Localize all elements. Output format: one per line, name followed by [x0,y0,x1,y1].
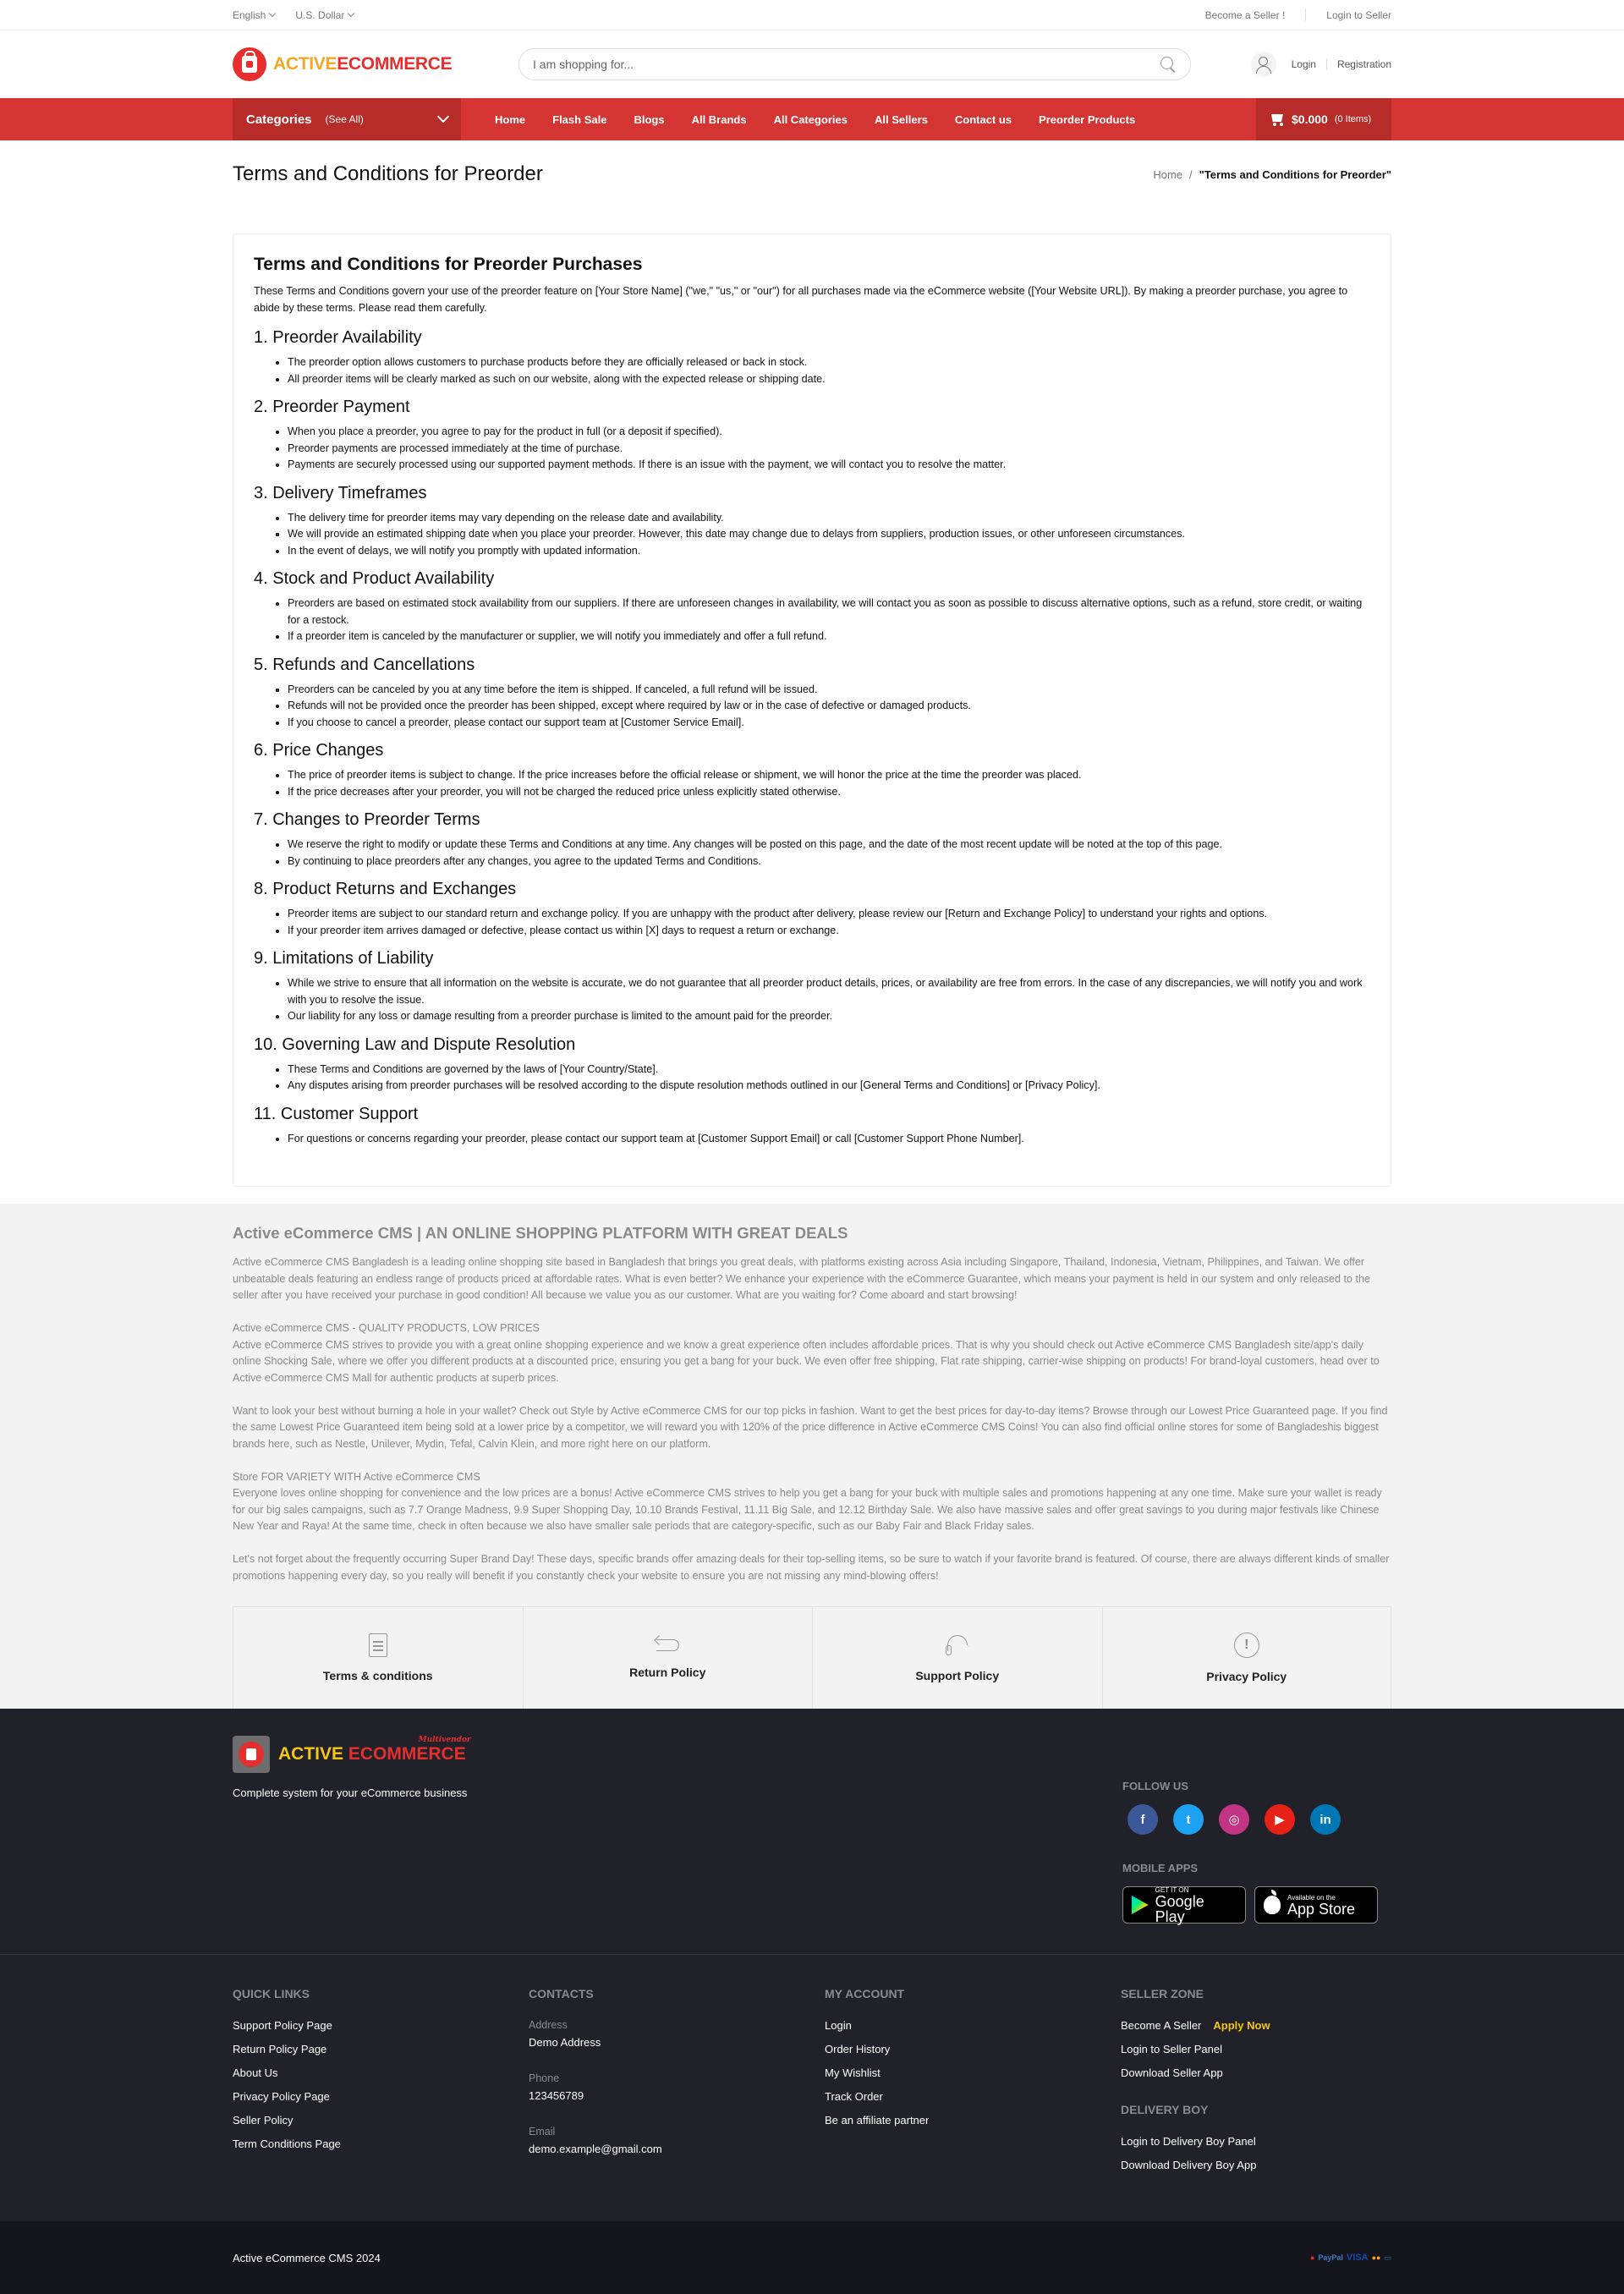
divider [1305,9,1306,21]
section-list [288,767,1370,800]
nav-item-blogs[interactable]: Blogs [634,113,665,126]
search-placeholder: I am shopping for... [533,58,634,71]
footer-logo[interactable] [233,1736,471,1773]
nav-menu [481,113,1149,126]
login-seller-link[interactable]: Login to Seller [1326,9,1391,21]
app-store-big: App Store [1287,1900,1356,1918]
registration-link[interactable]: Registration [1336,58,1391,70]
seo-paragraph: Active eCommerce CMS Bangladesh is a leading online shopping site based in Bangladesh that brings you great deals, with platforms existing across Asia including Singapore, Thailand, Indonesia, Vietnam, Philippines, and Taiwan. We offer unbeatable deals featuring an endless range of products priced at affordable rates. What is even better? We enhance your experience with the eCommerce Guarantee, which means your payment is held in our system and only released to the seller after you have received your purchase in good condition! All because we value you as our customer. What are you waiting for? Come aboard and start browsing! [233,1256,1371,1301]
youtube-icon[interactable]: ▶ [1265,1804,1295,1835]
main-nav [0,98,1624,140]
section-list [288,1062,1370,1095]
terms-sections [254,328,1370,1147]
quick-link[interactable]: About Us [233,2066,278,2079]
return-policy-link[interactable] [523,1607,813,1709]
email-label: Email [529,2126,556,2138]
nav-item-all-brands[interactable]: All Brands [691,113,747,126]
section-heading: 11. Customer Support [254,1104,419,1123]
section-heading: 5. Refunds and Cancellations [254,655,475,674]
social-links [1127,1804,1391,1835]
section-list [288,424,1370,474]
account-link-order-history[interactable]: Order History [825,2043,891,2055]
phone-label: Phone [529,2072,560,2084]
footer-links [0,1954,1624,2221]
section-list [288,510,1370,560]
nav-item-home[interactable]: Home [495,113,526,126]
list-item: • We will provide an estimated shipping date when you place your preorder. However, this date may change due to delays from suppliers, production issues, or other unforeseen circumstances. [288,526,1370,543]
list-item: • Any disputes arising from preorder purchases will be resolved according to the dispute resolution methods outlined in our [General Terms and Conditions] or [Privacy Policy]. [288,1078,1370,1095]
list-item: • If you choose to cancel a preorder, please contact our support team at [Customer Service Email]. [288,715,1370,732]
download-seller-app-link[interactable]: Download Seller App [1121,2066,1223,2079]
list-item: • By continuing to place preorders after any changes, you agree to the updated Terms and Conditions. [288,853,1370,870]
email-value: demo.example@gmail.com [529,2143,662,2155]
app-badges [1122,1886,1391,1924]
list-item: • We reserve the right to modify or update these Terms and Conditions at any time. Any changes will be posted on this page, and the date of the most recent update will be noted at the top of this page. [288,837,1370,853]
list-item: • If your preorder item arrives damaged or defective, please contact us within [X] days to request a return or exchange. [288,923,1370,940]
payment-card-icon: ● [1309,2253,1315,2262]
section-heading: 1. Preorder Availability [254,328,422,347]
quick-link[interactable]: Return Policy Page [233,2043,327,2055]
logo-tagline: Multivendor [418,1736,471,1744]
nav-item-all-categories[interactable]: All Categories [773,113,848,126]
quick-link[interactable]: Privacy Policy Page [233,2090,330,2103]
policy-label: Return Policy [629,1666,706,1679]
delivery-boy-panel-link[interactable]: Login to Delivery Boy Panel [1121,2135,1256,2148]
delivery-boy-heading: DELIVERY BOY [1121,2103,1209,2116]
cart-items-count: (0 Items) [1334,114,1372,124]
logo-word-ecommerce: ECOMMERCE [337,54,453,74]
list-item: • The price of preorder items is subject to change. If the price increases before the official release or shipment, we will honor the price at the time the preorder was placed. [288,767,1370,784]
document-icon [369,1633,387,1657]
phone-value: 123456789 [529,2089,584,2102]
list-item: • For questions or concerns regarding your preorder, please contact our support team at [Customer Support Email] or call [Customer Support Phone Number]. [288,1131,1370,1148]
section-list [288,354,1370,387]
account-links [1251,52,1391,77]
section-heading: 10. Governing Law and Dispute Resolution [254,1034,576,1054]
address-value: Demo Address [529,2036,601,2049]
shopping-bag-icon [233,47,266,81]
seo-paragraph: Store FOR VARIETY WITH Active eCommerce CMS Everyone loves online shopping for convenience and the low prices are a bonus! Active eCommerce CMS strives to help you get a bang for your buck with multiple sales and promotions happening at any one time. Make sure your wallet is ready for our big sales campaigns, such as 7.7 Orange Madness, 9.9 Super Shopping Day, 10.10 Brands Festival, 11.11 Big Sale, and 12.12 Birthday Sale. We also have massive sales and offer great savings to you during major festivals like Chinese New Year and Raya! At the same time, check in often because we also have smaller sale periods that are category-specific, such as our Baby Fair and Black Friday sales. [233,1470,1382,1532]
list-item: • These Terms and Conditions are governed by the laws of [Your Country/State]. [288,1062,1370,1078]
seo-paragraph: Active eCommerce CMS - QUALITY PRODUCTS, LOW PRICES Active eCommerce CMS strives to provide you with a great online shopping experience and we know a great experience often includes affordable prices. That is why you should check out Active eCommerce CMS Bangladesh site/app's daily online Shocking Sale, where we offer you different products at a discounted price, ensuring you get a bang for your buck. We even offer free shipping, Flat rate shipping, carrier-wise shipping on products! For brand-loyal customers, head over to Active eCommerce CMS Mall for authentic products at superb prices. [233,1322,1380,1384]
seller-zone-heading: SELLER ZONE [1121,1987,1204,2000]
terms-content [233,233,1391,1187]
cart-icon [1268,113,1285,126]
list-item: • In the event of delays, we will notify you promptly with updated information. [288,543,1370,560]
seo-paragraph: Want to look your best without burning a hole in your wallet? Check out Style by Active eCommerce CMS for our top picks in fashion. Want to get the best prices for day-to-day items? Browse through our Lowest Price Guaranteed page. If you find the same Lowest Price Guaranteed item being sold at a lower price by a competitor, we will reward you with 120% of the price difference in Active eCommerce CMS Coins! You can also find official online stores for some of Bangladeshis biggest brands here, such as Nestle, Unilever, Mydin, Tefal, Calvin Klein, and more right here on our platform. [233,1404,1388,1450]
google-play-icon [1132,1896,1149,1914]
exclamation-icon: ! [1234,1633,1259,1658]
list-item: • When you place a preorder, you agree to pay for the product in full (or a deposit if specified). [288,424,1370,441]
section-heading: 3. Delivery Timeframes [254,483,427,502]
address-label: Address [529,2019,568,2031]
policy-label: Privacy Policy [1206,1670,1287,1683]
list-item: • Preorders are based on estimated stock availability from our suppliers. If there are unforeseen changes in availability, we will contact you as soon as possible to discuss alternative options, such as a refund, store credit, or waiting for a restock. [288,595,1370,628]
copyright: Active eCommerce CMS 2024 [233,2251,381,2264]
become-seller-link[interactable]: Become a Seller ! [1204,9,1286,21]
linkedin-icon[interactable]: in [1310,1804,1341,1835]
quick-links-heading: QUICK LINKS [233,1987,310,2000]
footer-tagline: Complete system for your eCommerce business [233,1786,468,1799]
shopping-bag-icon [233,1736,270,1773]
breadcrumb-current: "Terms and Conditions for Preorder" [1199,167,1391,181]
terms-intro: These Terms and Conditions govern your use of the preorder feature on [Your Store Name] ("we," "us," or "our") for all purchases made via the eCommerce website ([Your Website URL]). By making a preorder purchase, you agree to abide by these terms. Please read them carefully. [254,285,1348,314]
quick-link[interactable]: Support Policy Page [233,2019,332,2032]
social-and-apps [1122,1780,1391,1924]
page-title: Terms and Conditions for Preorder [233,162,543,185]
nav-item-preorder-products[interactable]: Preorder Products [1039,113,1136,126]
section-list [288,682,1370,732]
support-policy-link[interactable] [812,1607,1102,1709]
facebook-icon[interactable]: f [1127,1804,1158,1835]
list-item: • Preorders can be canceled by you at any time before the item is shipped. If canceled, a full refund will be issued. [288,682,1370,699]
list-item: • If the price decreases after your preorder, you will not be charged the reduced price unless explicitly stated otherwise. [288,784,1370,801]
policy-label: Terms & conditions [322,1669,433,1682]
cart-button[interactable] [1256,98,1391,140]
divider [1326,58,1327,70]
breadcrumb-separator: / [1189,167,1193,181]
seller-zone-column [1121,1987,1391,2182]
list-item: • The delivery time for preorder items may vary depending on the release date and availability. [288,510,1370,527]
download-delivery-app-link[interactable]: Download Delivery Boy App [1121,2159,1257,2171]
chevron-down-icon [437,111,449,123]
account-link-track-order[interactable]: Track Order [825,2090,883,2103]
google-play-big: Google Play [1155,1892,1204,1925]
login-link[interactable]: Login [1291,58,1316,70]
contacts-heading: CONTACTS [529,1987,594,2000]
user-icon [1251,52,1276,77]
list-item: • All preorder items will be clearly marked as such on our website, along with the expected release or shipping date. [288,371,1370,388]
search-input[interactable] [518,48,1191,80]
page-head [0,140,1624,233]
apply-now-link[interactable]: Apply Now [1213,2019,1270,2032]
logo-word-active: ACTIVE [273,54,337,74]
quick-link[interactable]: Seller Policy [233,2114,294,2127]
nav-item-contact-us[interactable]: Contact us [954,113,1012,126]
return-arrow-icon [654,1637,681,1654]
footer-logo-text [278,1736,471,1764]
mobile-apps-heading: MOBILE APPS [1122,1862,1199,1874]
list-item: • The preorder option allows customers to purchase products before they are officially released or back in stock. [288,354,1370,371]
terms-conditions-link[interactable] [233,1607,523,1709]
section-heading: 7. Changes to Preorder Terms [254,810,480,829]
seo-heading: Active eCommerce CMS | AN ONLINE SHOPPING PLATFORM WITH GREAT DEALS [233,1224,848,1242]
currency-selector[interactable]: U.S. Dollar [295,9,354,21]
site-logo[interactable] [233,47,518,81]
paypal-icon: PayPal [1318,2253,1343,2262]
account-link-login[interactable]: Login [825,2019,852,2032]
apple-icon [1264,1896,1281,1914]
list-item: • Refunds will not be provided once the preorder has been shipped, except where required by law or in the case of defective or damaged products. [288,698,1370,715]
categories-dropdown[interactable] [233,98,461,140]
breadcrumb [1153,168,1391,181]
header [0,30,1624,98]
section-heading: 9. Limitations of Liability [254,949,434,968]
section-heading: 8. Product Returns and Exchanges [254,880,517,898]
seo-paragraph: Let's not forget about the frequently occurring Super Brand Day! These days, specific brands offer amazing deals for their top-selling items, so be sure to watch if your favorite brand is featured. Of course, there are always different kinds of smaller promotions happening every day, so you really will benefit if you constantly check your website to ensure you are not missing any mind-blowing offers! [233,1553,1390,1582]
see-all-label: (See All) [325,113,364,125]
app-store-button[interactable] [1254,1886,1378,1924]
amex-icon: ▭ [1384,2253,1391,2262]
quick-link[interactable]: Term Conditions Page [233,2138,341,2150]
list-item: • While we strive to ensure that all information on the website is accurate, we do not guarantee that all preorder product details, prices, or availability are free from errors. In the case of any discrepancies, we will notify you and work with you to resolve the issue. [288,975,1370,1008]
list-item: • If a preorder item is canceled by the manufacturer or supplier, we will notify you immediately and offer a full refund. [288,628,1370,645]
section-heading: 4. Stock and Product Availability [254,569,495,588]
headset-icon [945,1633,970,1657]
seller-panel-link[interactable]: Login to Seller Panel [1121,2043,1222,2055]
section-list [288,1131,1370,1148]
logo-text [273,54,452,74]
footer-bottom [0,2221,1624,2294]
list-item: • Preorder items are subject to our standard return and exchange policy. If you are unhappy with the product after delivery, please review our [Return and Exchange Policy] to understand your rights and options. [288,906,1370,923]
categories-label: Categories [246,112,312,127]
nav-item-flash-sale[interactable]: Flash Sale [552,113,607,126]
terms-heading: Terms and Conditions for Preorder Purchases [254,255,643,274]
section-heading: 2. Preorder Payment [254,398,410,416]
cart-amount: $0.000 [1292,113,1328,126]
privacy-policy-link[interactable] [1102,1607,1392,1709]
account-link-wishlist[interactable]: My Wishlist [825,2066,881,2079]
become-seller-label: Become A Seller [1121,2019,1202,2032]
my-account-column [825,1987,1121,2182]
breadcrumb-home[interactable]: Home [1153,167,1183,181]
follow-us-heading: FOLLOW US [1122,1780,1188,1792]
payment-methods [1310,2253,1391,2263]
section-list [288,975,1370,1025]
google-play-button[interactable] [1122,1886,1246,1924]
language-selector[interactable]: English [233,9,275,21]
seo-section [0,1204,1624,1606]
nav-item-all-sellers[interactable]: All Sellers [875,113,928,126]
become-seller-footer-link[interactable] [1121,2019,1391,2032]
account-link-affiliate[interactable]: Be an affiliate partner [825,2114,930,2127]
search-icon[interactable] [1160,56,1177,73]
logo-word-ecommerce: ECOMMERCE [348,1744,466,1764]
contacts-column [529,1987,825,2182]
instagram-icon[interactable]: ◎ [1219,1804,1249,1835]
list-item: • Preorder payments are processed immediately at the time of purchase. [288,441,1370,458]
section-list [288,595,1370,645]
section-list [288,906,1370,939]
section-list [288,837,1370,870]
google-play-small: GET IT ON [1155,1885,1189,1894]
app-store-small: Available on the [1287,1893,1336,1902]
section-heading: 6. Price Changes [254,741,384,760]
visa-icon: VISA [1346,2253,1369,2263]
logo-word-active: ACTIVE [278,1744,344,1764]
footer-brand [233,1736,471,1924]
list-item: • Our liability for any loss or damage resulting from a preorder purchase is limited to the amount paid for the preorder. [288,1008,1370,1025]
quick-links-column [233,1987,529,2182]
mastercard-icon: ●● [1371,2253,1381,2262]
list-item: • Payments are securely processed using our supported payment methods. If there is an issue with the payment, we will contact you to resolve the matter. [288,457,1370,474]
twitter-icon[interactable]: t [1173,1804,1204,1835]
policy-label: Support Policy [915,1669,1000,1682]
my-account-heading: MY ACCOUNT [825,1987,905,2000]
footer-top [0,1709,1624,1954]
topbar [0,0,1624,30]
policy-links [0,1606,1624,1709]
